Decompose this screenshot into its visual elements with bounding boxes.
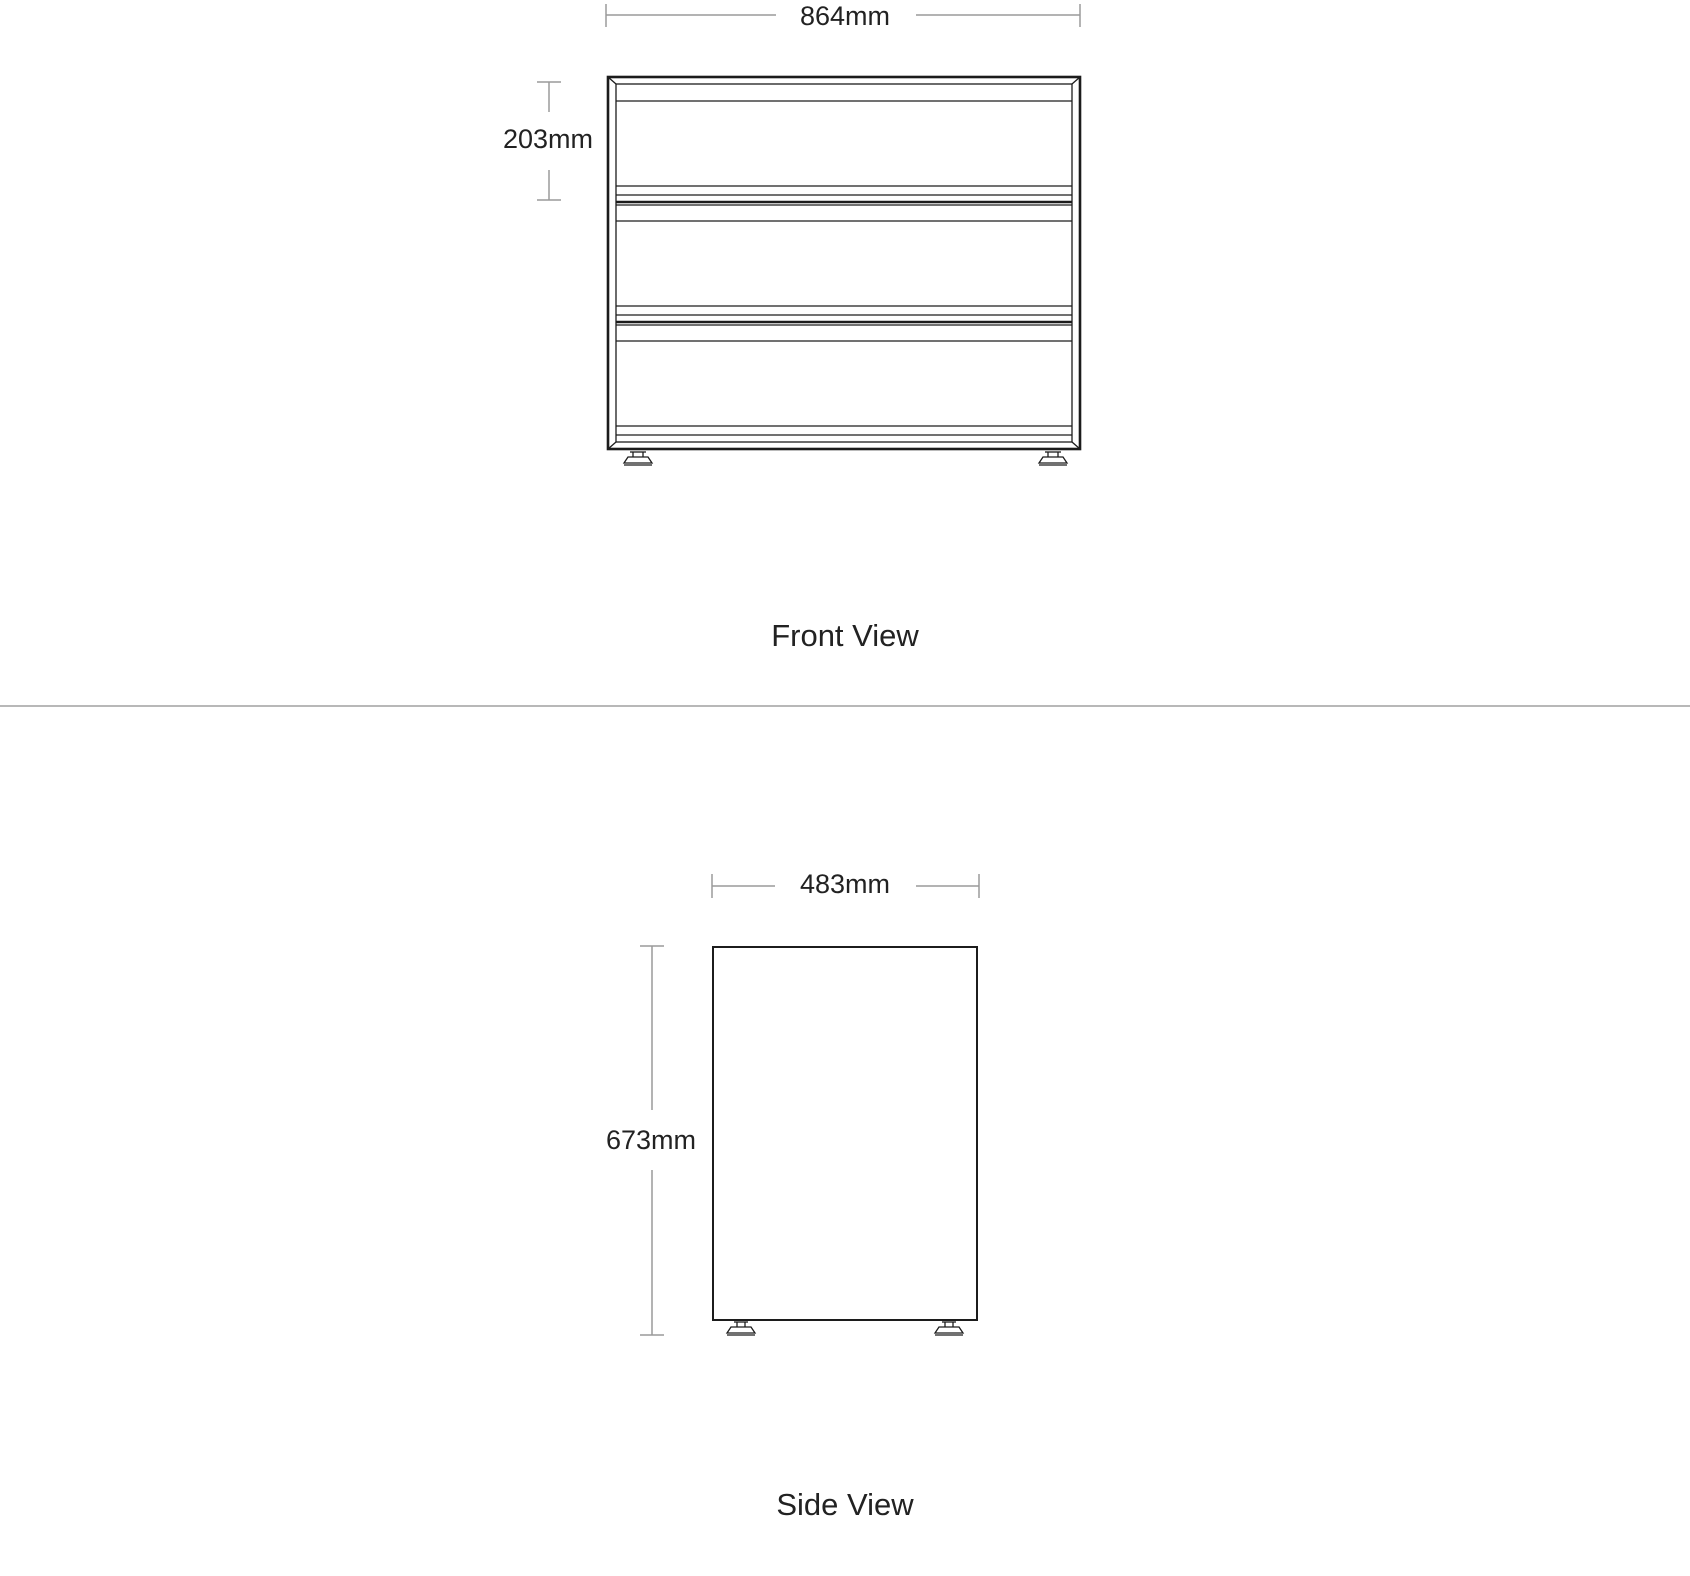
side-depth-label: 483mm: [799, 869, 891, 899]
front-view: [503, 1, 1080, 653]
front-drawer-3: [616, 325, 1072, 435]
side-height-dimension: [606, 946, 696, 1335]
side-depth-dimension: [712, 869, 979, 899]
side-view: [606, 869, 979, 1522]
drawer-height-dimension: [503, 82, 593, 200]
side-height-label: 673mm: [605, 1125, 697, 1155]
front-foot-right: [1039, 452, 1067, 465]
front-width-label: 864mm: [799, 1, 891, 31]
front-drawer-1: [616, 101, 1072, 202]
drawer-height-label: 203mm: [502, 124, 594, 154]
front-drawer-2: [616, 205, 1072, 322]
side-view-caption: Side View: [776, 1487, 914, 1522]
front-foot-left: [624, 452, 652, 465]
side-cabinet-body: [713, 947, 977, 1320]
side-foot-left: [727, 1322, 755, 1335]
front-view-caption: Front View: [771, 618, 919, 653]
side-foot-right: [935, 1322, 963, 1335]
front-width-dimension: [606, 1, 1080, 31]
front-cabinet-body: [608, 77, 1080, 449]
